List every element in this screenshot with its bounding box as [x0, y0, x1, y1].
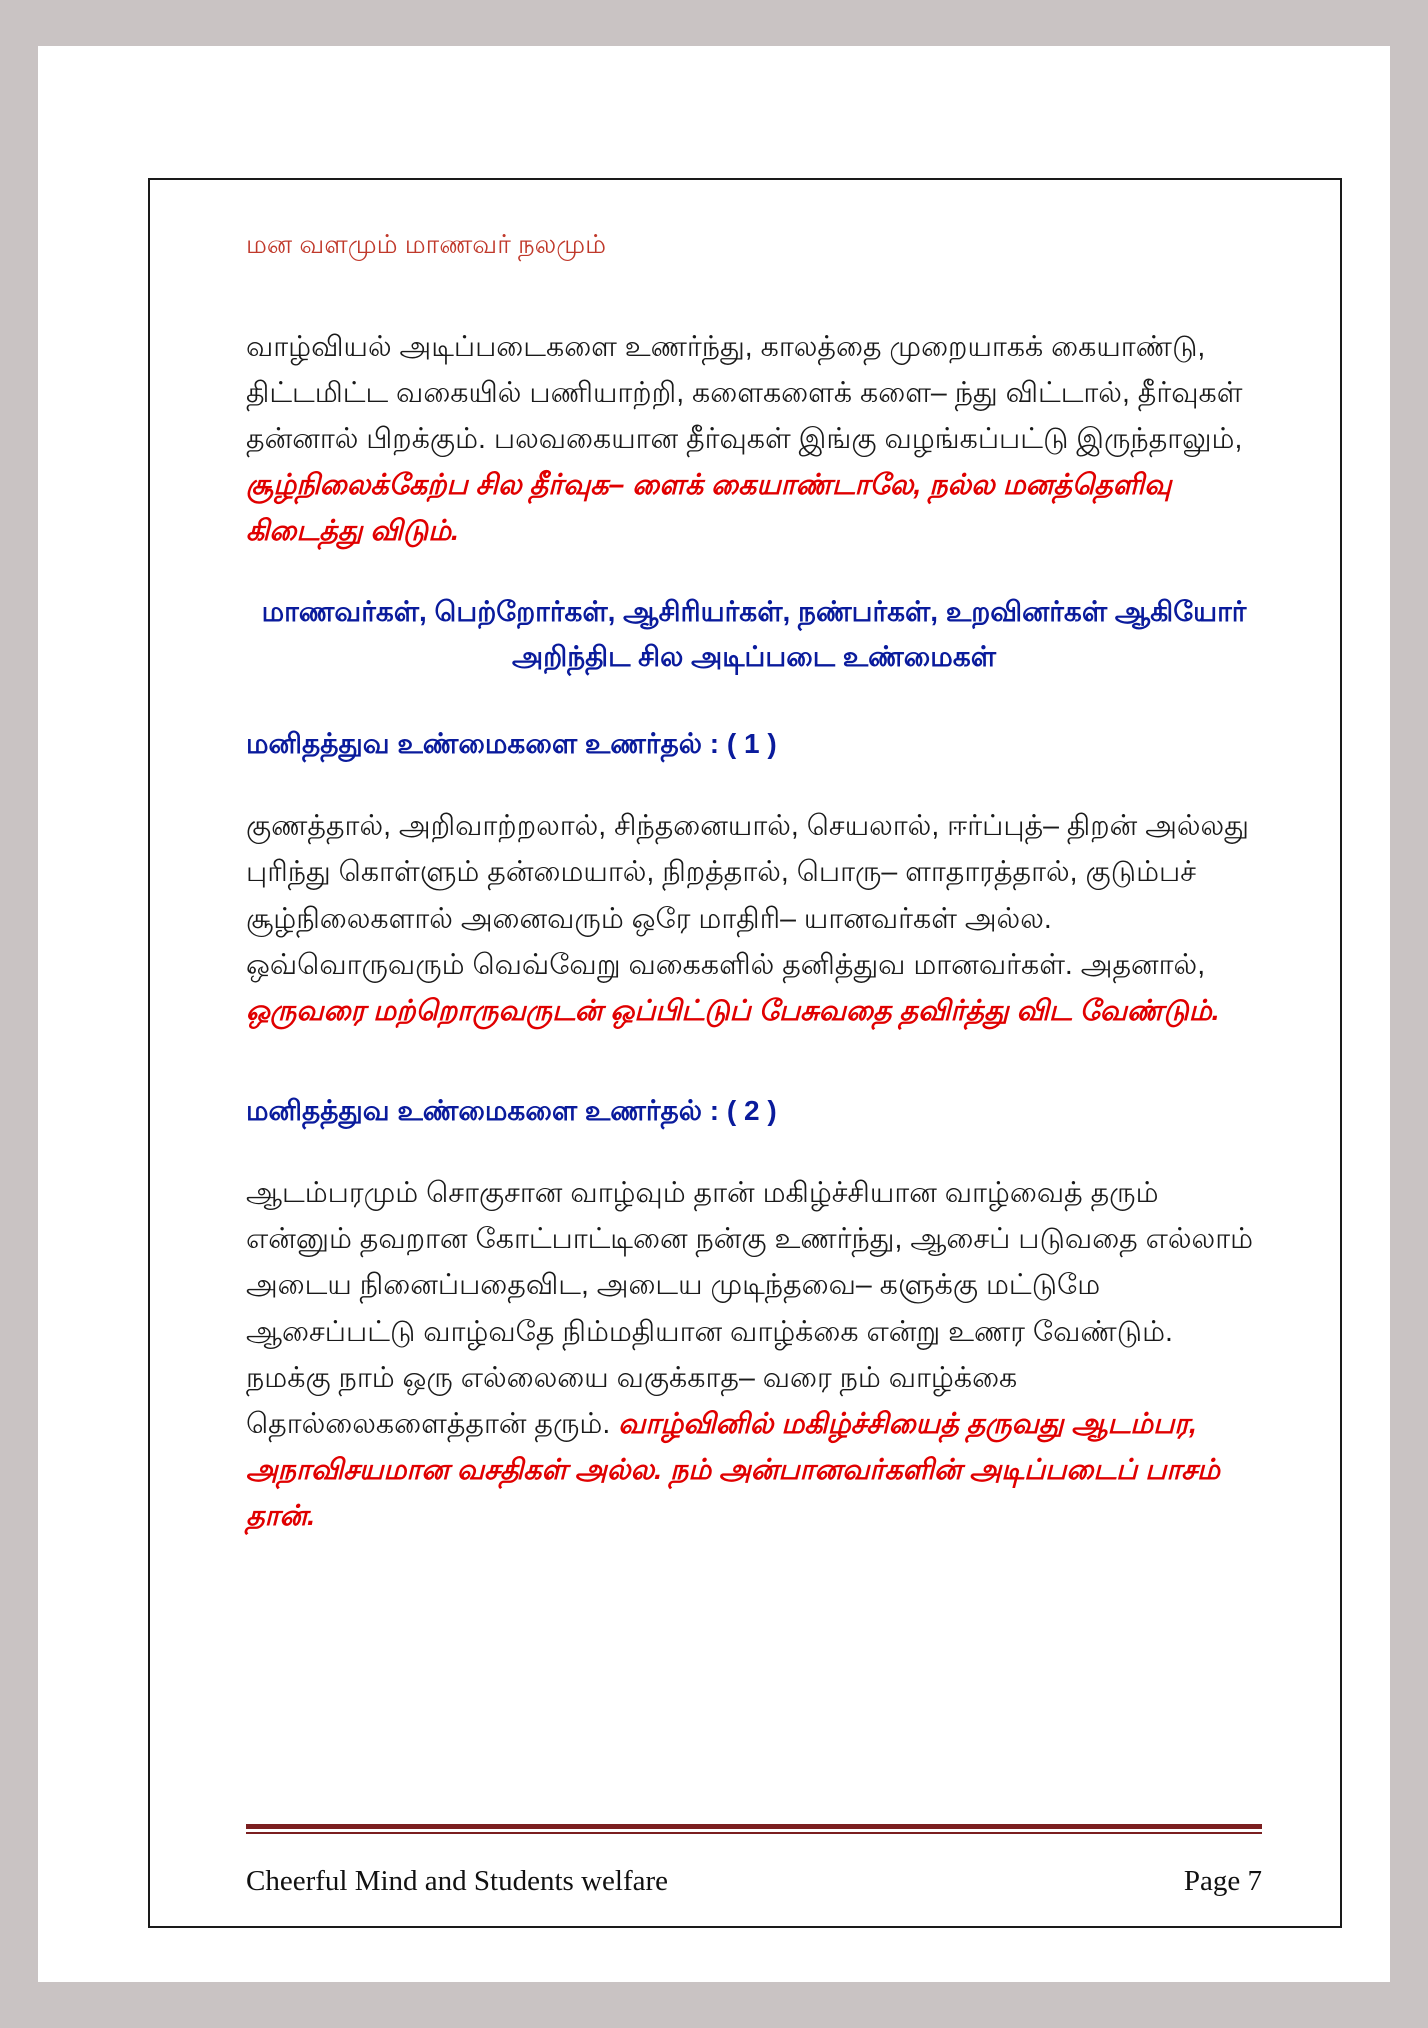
footer-page-number: Page 7: [1183, 1865, 1262, 1897]
footer-divider: [246, 1824, 1262, 1834]
footer-left-title: Cheerful Mind and Students welfare: [246, 1865, 669, 1897]
paragraph-2: [246, 803, 1262, 1034]
paragraph-2-red-highlight: ஒருவரை மற்றொருவருடன் ஒப்பிட்டுப் பேசுவதை தவிர்த்து விட வேண்டும்.: [246, 994, 1220, 1027]
content-frame: [148, 178, 1342, 1928]
footer-rule-thick: [246, 1824, 1262, 1829]
blue-centered-statement: மாணவர்கள், பெற்றோர்கள், ஆசிரியர்கள், நண்பர்கள், உறவினர்கள் ஆகியோர் அறிந்திட சில அடிப்படை உண்மைகள்: [261, 595, 1247, 672]
paragraph-3: [246, 1170, 1262, 1539]
page-footer: [246, 1865, 1262, 1898]
paragraph-3-red-highlight: வாழ்வினில் மகிழ்ச்சியைத் தருவது ஆடம்பர, அநாவிசயமான வசதிகள் அல்ல. நம் அன்பானவர்களின் அடிப்படைப் பாசம் தான்.: [246, 1407, 1220, 1533]
spacer: [246, 1056, 1262, 1090]
document-header-title: மன வளமும் மாணவர் நலமும்: [246, 229, 607, 259]
section-heading-1: மனிதத்துவ உண்மைகளை உணர்தல் : ( 1 ): [246, 728, 777, 760]
paragraph-1-red-highlight: சூழ்நிலைக்கேற்ப சில தீர்வுக– ளைக் கையாண்டாலே, நல்ல மனத்தெளிவு கிடைத்து விடும்.: [246, 469, 1172, 548]
paragraph-1: [246, 324, 1262, 555]
document-body: [246, 228, 1262, 1906]
footer-rule-thin: [246, 1832, 1262, 1834]
paragraph-2-black-text: குணத்தால், அறிவாற்றலால், சிந்தனையால், செயலால், ஈர்ப்புத்– திறன் அல்லது புரிந்து கொள்ளும் தன்மையால், நிறத்தால், பொரு– ளாதாரத்தால், குடும்பச் சூழ்நிலைகளால் அனைவரும் ஒரே மாதிரி– யானவர்கள் அல்ல. ஒவ்வொருவரும் வெவ்வேறு வகைகளில் தனித்துவ மானவர்கள். அதனால்,: [246, 810, 1249, 981]
paragraph-3-black-text: ஆடம்பரமும் சொகுசான வாழ்வும் தான் மகிழ்ச்சியான வாழ்வைத் தரும் என்னும் தவறான கோட்பாட்டினை நன்கு உணர்ந்து, ஆசைப் படுவதை எல்லாம் அடைய நினைப்பதைவிட, அடைய முடிந்தவை– களுக்கு மட்டுமே ஆசைப்பட்டு வாழ்வதே நிம்மதியான வாழ்க்கை என்று உணர வேண்டும். நமக்கு நாம் ஒரு எல்லையை வகுக்காத– வரை நம் வாழ்க்கை தொல்லைகளைத்தான் தரும்.: [246, 1177, 1254, 1440]
page-sheet: [38, 46, 1390, 1982]
section-heading-2: மனிதத்துவ உண்மைகளை உணர்தல் : ( 2 ): [246, 1095, 777, 1127]
paragraph-1-black-text: வாழ்வியல் அடிப்படைகளை உணர்ந்து, காலத்தை முறையாகக் கையாண்டு, திட்டமிட்ட வகையில் பணியாற்றி, களைகளைக் களை– ந்து விட்டால், தீர்வுகள் தன்னால் பிறக்கும். பலவகையான தீர்வுகள் இங்கு வழங்கப்பட்டு இருந்தாலும்,: [246, 330, 1243, 456]
